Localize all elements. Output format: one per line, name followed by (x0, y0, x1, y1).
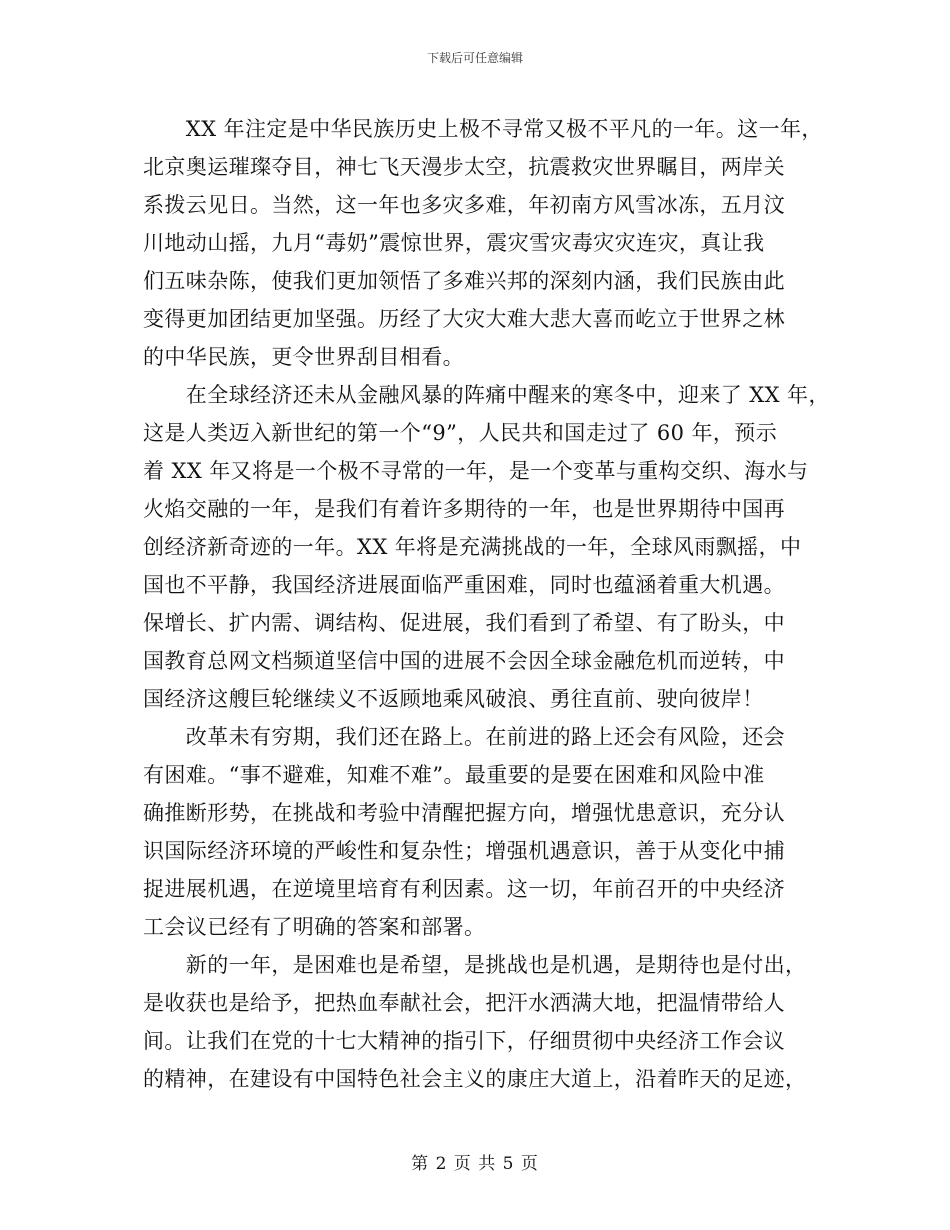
text-line: 在全球经济还未从金融风暴的阵痛中醒来的寒冬中，迎来了 XX 年， (143, 383, 830, 407)
text-line: 火焰交融的一年，是我们有着许多期待的一年，也是世界期待中国再 (143, 497, 785, 521)
text-line: 新的一年，是困难也是希望，是挑战也是机遇，是期待也是付出， (143, 953, 807, 977)
text-line: 川地动山摇，九月“毒奶”震惊世界，震灾雪灾毒灾灾连灾，真让我 (143, 231, 765, 255)
text-line: 确推断形势，在挑战和考验中清醒把握方向，增强忧患意识，充分认 (143, 801, 785, 825)
text-line: 有困难。“事不避难，知难不难”。最重要的是要在困难和风险中准 (143, 763, 765, 787)
text-line: 们五味杂陈，使我们更加领悟了多难兴邦的深刻内涵，我们民族由此 (143, 269, 785, 293)
text-line: 改革未有穷期，我们还在路上。在前进的路上还会有风险，还会 (143, 725, 785, 749)
text-line: 识国际经济环境的严峻性和复杂性；增强机遇意识，善于从变化中捕 (143, 839, 785, 863)
text-line: 着 XX 年又将是一个极不寻常的一年，是一个变革与重构交织、海水与 (143, 459, 809, 483)
page-header: 下载后可任意编辑 (426, 51, 523, 65)
text-line: 的精神，在建设有中国特色社会主义的康庄大道上，沿着昨天的足迹， (143, 1067, 807, 1091)
document-body (143, 110, 830, 1098)
text-line: 工会议已经有了明确的答案和部署。 (143, 915, 486, 939)
text-line: 系拨云见日。当然，这一年也多灾多难，年初南方风雪冰冻，五月汶 (143, 193, 785, 217)
text-line: 国教育总网文档频道坚信中国的进展不会因全球金融危机而逆转，中 (143, 649, 785, 673)
page-number-footer: 第 2 页 共 5 页 (411, 1154, 539, 1174)
text-line: 是收获也是给予，把热血奉献社会，把汗水洒满大地，把温情带给人 (143, 991, 785, 1015)
text-line: XX 年注定是中华民族历史上极不寻常又极不平凡的一年。这一年， (143, 117, 823, 141)
text-line: 间。让我们在党的十七大精神的指引下，仔细贯彻中央经济工作会议 (143, 1029, 785, 1053)
text-line: 北京奥运璀璨夺目，神七飞天漫步太空，抗震救灾世界瞩目，两岸关 (143, 155, 785, 179)
text-line: 变得更加团结更加坚强。历经了大灾大难大悲大喜而屹立于世界之林 (143, 307, 785, 331)
text-line: 保增长、扩内需、调结构、促进展，我们看到了希望、有了盼头，中 (143, 611, 785, 635)
text-line: 捉进展机遇，在逆境里培育有利因素。这一切，年前召开的中央经济 (143, 877, 785, 901)
text-line: 这是人类迈入新世纪的第一个“9”，人民共和国走过了 60 年，预示 (143, 421, 778, 445)
text-line: 国经济这艘巨轮继续义不返顾地乘风破浪、勇往直前、驶向彼岸！ (143, 687, 764, 711)
text-line: 创经济新奇迹的一年。XX 年将是充满挑战的一年，全球风雨飘摇，中 (143, 535, 802, 559)
text-line: 的中华民族，更令世界刮目相看。 (143, 345, 464, 369)
text-line: 国也不平静，我国经济进展面临严重困难，同时也蕴涵着重大机遇。 (143, 573, 785, 597)
